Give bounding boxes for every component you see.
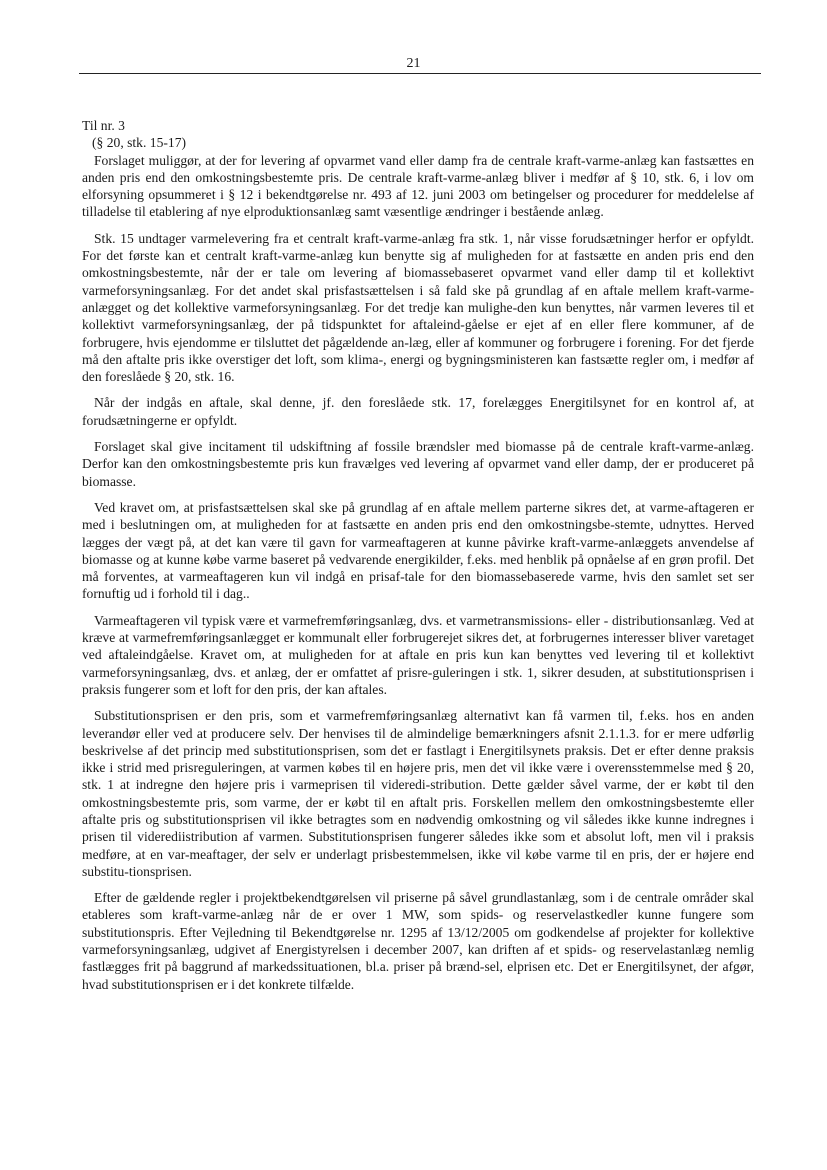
paragraph: Varmeaftageren vil typisk være et varmefremføringsanlæg, dvs. et varmetransmissions- eller - distributionsanlæg. Ved at kræve at varmefremføringsanlægget er kommunalt eller forbrugerejet sikres det, at forbrugernes interesser bliver varetaget ved aftaleindgåelse. Kravet om, at muligheden for at aftale en pris kun kan benyttes ved levering til et kollektivt varmeforsyningsanlæg, dvs. et anlæg, der er omfattet af prisre-guleringen i stk. 1, sikrer desuden, at substitutionsprisen i praksis fungerer som et loft for den pris, der kan aftales. <box>82 612 754 697</box>
paragraph: Stk. 15 undtager varmelevering fra et centralt kraft-varme-anlæg fra stk. 1, når visse forudsætninger herfor er opfyldt. For det første kan et centralt kraft-varme-anlæg kun benytte sig af muligheden for at fastsætte en anden pris end den omkostningsbestemte, når der er tale om levering af biomassebaseret opvarmet vand eller damp til et kollektivt varmeforsyningsanlæg. For det andet skal prisfastsættelsen i så fald ske på grundlag af en aftale mellem kraft-varme-anlægget og det kollektive varmeforsyningsanlæg. For det tredje kan mulighe-den kun benyttes, når varmen leveres til et kollektivt varmeforsyningsanlæg, der på tidspunktet for aftaleind-gåelse er ejet af en eller flere kommuner, af de forbrugere, hvis ejendomme er tilsluttet det pågældende an-læg, eller af kommuner og forbrugere i forening. For det fjerde må den aftalte pris ikke overstiger det loft, som klima-, energi og bygningsministeren kan fastsætte regler om, i medfør af den foreslåede § 20, stk. 16. <box>82 230 754 385</box>
paragraph: Forslaget skal give incitament til udskiftning af fossile brændsler med biomasse på de centrale kraft-varme-anlæg. Derfor kan den omkostningsbestemte pris kun fravælges ved levering af opvarmet vand eller damp, der er produceret på biomasse. <box>82 439 754 489</box>
document-body <box>82 117 754 1002</box>
paragraph: Ved kravet om, at prisfastsættelsen skal ske på grundlag af en aftale mellem parterne sikres det, at varme-aftageren er med i beslutningen om, at muligheden for at fastsætte en anden pris end den omkostningsbe-stemte, udnyttes. Herved lægges der vægt på, at det kan være til gavn for varmeaftageren at kunne påvirke kraft-varme-anlæggets anvendelse af biomasse og at kunne købe varme baseret på vedvarende energikilder, f.eks. med henblik på opnåelse af en grøn profil. Det må forventes, at varmeaftageren kun vil indgå en prisaf-tale for den biomassebaserede varme, hvis den samlet set ser fornuftig ud i forhold til i dag.. <box>82 499 754 602</box>
paragraph: Efter de gældende regler i projektbekendtgørelsen vil priserne på såvel grundlastanlæg, som i de centrale områder skal etableres som kraft-varme-anlæg når de er over 1 MW, som spids- og reservelastkedler kunne fungere som substitutionspris. Efter Vejledning til Bekendtgørelse nr. 1295 af 13/12/2005 om godkendelse af projekter for kollektive varmeforsyningsanlæg, udgivet af Energistyrelsen i december 2007, kan driften af et spids- og reservelastanlæg nemlig fastlægges frit på baggrund af markedssituationen, bl.a. priser på brænd-sel, elprisen etc. Det er Energitilsynet, der afgør, hvad substitutionsprisen er i det konkrete tilfælde. <box>82 890 754 992</box>
header-rule <box>79 73 761 74</box>
section-reference: (§ 20, stk. 15-17) <box>92 135 187 151</box>
paragraph: Forslaget muliggør, at der for levering af opvarmet vand eller damp fra de centrale kraft-varme-anlæg kan fastsættes en anden pris end den omkostningsbestemte pris. De centrale kraft-varme-anlæg bliver i medfør af § 10, stk. 6, i lov om elforsyning opsummeret i § 12 i bekendtgørelse nr. 493 af 12. juni 2003 om betingelser og procedurer for meddelelse af tilladelse til etablering af nye elproduktionsanlæg samt væsentlige ændringer i bestående anlæg. <box>82 152 754 220</box>
section-heading: Til nr. 3 <box>82 118 125 133</box>
paragraph: Når der indgås en aftale, skal denne, jf. den foreslåede stk. 17, forelægges Energitilsynet for en kontrol af, at forudsætningerne er opfyldt. <box>82 395 754 428</box>
page-number: 21 <box>406 56 421 71</box>
paragraph: Substitutionsprisen er den pris, som et varmefremføringsanlæg alternativt kan få varmen til, f.eks. hos en anden leverandør eller ved at producere selv. Der henvises til de almindelige bemærkningers afsnit 2.1.1.3. for er mere udførlig beskrivelse af det princip med substitutionsprisen, som det er fastlagt i Energitilsynets praksis. Det er efter denne praksis ikke i strid med prisreguleringen, at varmen købes til en højere pris, men det vil ikke være i overensstemmelse med § 20, stk. 1 at indregne den højere pris i varmeprisen til videredi-stribution. Dette gælder såvel varme, der er købt til den omkostningsbestemte pris, som varme, der er købt til en aftalt pris. Forskellen mellem den omkostningsbestemte eller aftalte pris og substitutionsprisen vil ikke betragtes som en nødvendig omkostning og vil således ikke kunne indregnes i prisen til viderediistribution af varmen. Substitutionsprisen fungerer således ikke som et absolut loft, men vil i praksis medføre, at en var-meaftager, der selv er underlagt prisbestemmelsen, ikke vil købe varme til en pris, der er højere end substitu-tionsprisen. <box>82 708 754 879</box>
